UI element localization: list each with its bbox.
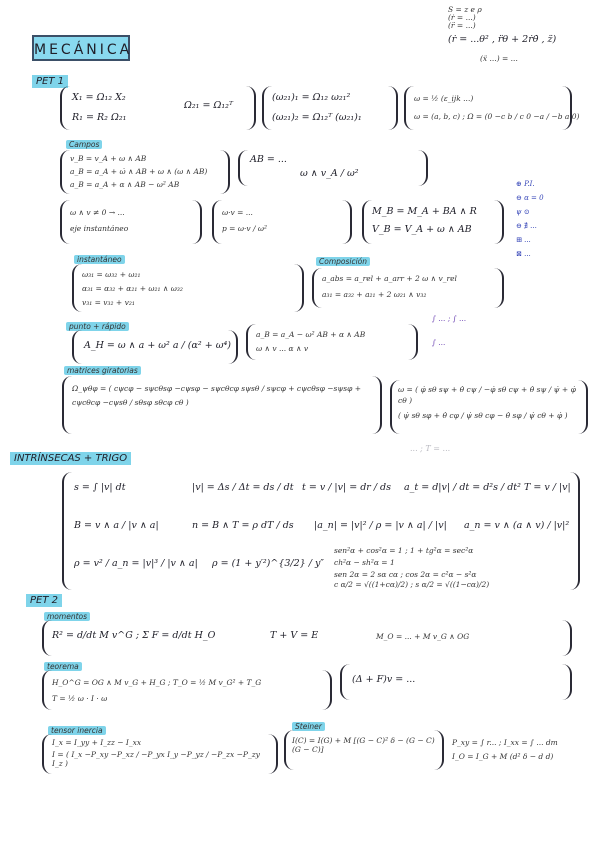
- eq-line: A_H = ω ∧ a + ω² a / (α² + ω⁴): [84, 340, 231, 351]
- eq-block-campos-r: [238, 150, 428, 186]
- margin-note: ψ ⊙: [516, 208, 530, 216]
- eq-line: ω ∧ v ... α ∧ v: [256, 344, 309, 353]
- eq-block-rapido: [72, 330, 238, 364]
- eq-line: |a_n| = |v|² / ρ = |v ∧ a| / |v|: [314, 520, 447, 531]
- eq-block-pet2-4: [284, 730, 444, 770]
- eq-block-pet1-a: [60, 86, 256, 130]
- tag-punto-rapido: punto + rápido: [66, 322, 129, 331]
- margin-note: ⊖ α = 0: [516, 194, 544, 202]
- eq-line: R² = d/dt M v^G ; Σ F = d/dt H_O: [52, 630, 216, 641]
- eq-line: a_t = d|v| / dt = d²s / dt²: [404, 482, 521, 493]
- eq-line: R₁ = R₂ Ω₂₁: [72, 112, 127, 123]
- eq-line: a_B = a_A + α ∧ AB − ω² AB: [70, 180, 180, 189]
- eq-line: ω = ½ (ε_ijk ...): [414, 94, 474, 103]
- margin-note: ∫ ... ; ∫ ...: [432, 314, 467, 323]
- tag-matrices: matrices giratorias: [64, 366, 141, 375]
- eq-line: AB = ...: [250, 154, 287, 165]
- section-intrinsecas: INTRÍNSECAS + TRIGO: [10, 452, 131, 465]
- section-pet2: PET 2: [26, 594, 62, 607]
- eq-block-pet2-2: [42, 670, 332, 710]
- margin-note: ∫ ...: [432, 338, 446, 347]
- eq-block-angular: [390, 380, 588, 434]
- eq-line: ω ∧ v_A / ω²: [300, 168, 359, 179]
- eq-line: M_O = ... + M v_G ∧ OG: [376, 632, 470, 641]
- eq-line: sen²α + cos²α = 1 ; 1 + tg²α = sec²α: [334, 546, 474, 555]
- top-right-formula: (ṙ = ...θ² , r̈θ + 2ṙθ̇ , z̈): [448, 34, 557, 45]
- top-right-line: (ṙ = ...): [448, 13, 476, 22]
- eq-block-intrinsecas: [62, 472, 580, 590]
- eq-block-gen-c: [362, 200, 504, 244]
- eq-line: T + V = E: [270, 630, 319, 641]
- tag-tensor: tensor inercia: [48, 726, 106, 735]
- eq-line: s = ∫ |v| dt: [74, 482, 126, 493]
- eq-block-comp-a: [72, 264, 304, 312]
- margin-notes: [516, 180, 596, 258]
- faint-note: ... ; T = ...: [410, 444, 451, 453]
- eq-line: Ω₂₁ = Ω₁₂ᵀ: [184, 100, 233, 111]
- eq-line: Ω_ψθφ = ( cψcφ − sψcθsφ −cψsφ − sψcθcφ sψsθ / sψcφ + cψcθsφ −sψsφ + cψcθcφ −cψsθ / sθsφ sθcφ cθ ): [72, 384, 361, 407]
- eq-line: a₃₁ = a₃₂ + a₂₁ + 2 ω₂₁ ∧ v₃₂: [322, 290, 427, 299]
- eq-line: p = ω·v / ω²: [222, 224, 268, 233]
- eq-line: a_n = v ∧ (a ∧ v) / |v|²: [464, 520, 570, 531]
- eq-line: (Δ + F)v = ...: [352, 674, 416, 685]
- eq-block-pet2-2b: [340, 664, 572, 700]
- eq-line: M_B = M_A + BA ∧ R: [372, 206, 477, 217]
- eq-line: B = v ∧ a / |v ∧ a|: [74, 520, 159, 531]
- eq-line: v_B = v_A + ω ∧ AB: [70, 154, 147, 163]
- eq-block-rapido-b: [246, 324, 418, 360]
- eq-line: T = v / |v|: [524, 482, 571, 493]
- eq-block-gen-a: [60, 200, 202, 244]
- eq-line: ω₃₁ = ω₃₂ + ω₂₁: [82, 270, 141, 279]
- page-title: MECÁNICA: [32, 35, 130, 61]
- eq-line: I_x = I_yy + I_zz − I_xx: [52, 738, 142, 747]
- eq-line: (ω₂₁)₂ = Ω₁₂ᵀ (ω₂₁)₁: [272, 112, 362, 123]
- tag-composicion: Composición: [316, 257, 370, 266]
- eq-line: H_O^G = OG ∧ M v_G + H_G ; T_O = ½ M v_G² + T_G: [52, 678, 262, 687]
- eq-line: (ω₂₁)₁ = Ω₁₂ ω₂₁²: [272, 92, 351, 103]
- eq-line: ω = ( φ̇ sθ sψ + θ̇ cψ / −φ̇ sθ cψ + θ̇ sψ / ψ̇ + φ̇ cθ ): [398, 385, 576, 405]
- eq-line: a_B = a_A + ω̇ ∧ AB + ω ∧ (ω ∧ AB): [70, 167, 208, 176]
- eq-line: ch²α − sh²α = 1: [334, 558, 395, 567]
- top-right-sub: (ẍ ...) = ...: [480, 54, 518, 63]
- top-right-line: S = z e ρ: [448, 5, 482, 14]
- eq-block-pet1-c: [404, 86, 580, 130]
- eq-line: ω ∧ v ≠ 0 → ...: [70, 208, 125, 217]
- eq-line: I_O = I_G + M (d² δ − d d): [452, 752, 554, 761]
- tag-instantaneo: instantáneo: [74, 255, 125, 264]
- tag-campos: Campos: [66, 140, 102, 149]
- eq-line: ρ = (1 + y′²)^{3/2} / y″: [212, 558, 324, 569]
- margin-note: ⊕ P.I.: [516, 180, 535, 188]
- section-pet1: PET 1: [32, 75, 68, 88]
- eq-line: sen 2α = 2 sα cα ; cos 2α = c²α − s²α: [334, 570, 477, 579]
- eq-block-gen-b: [212, 200, 352, 244]
- margin-note: ⊞ ...: [516, 236, 531, 244]
- eq-line: eje instantáneo: [70, 224, 129, 233]
- eq-line: ω·v = ...: [222, 208, 253, 217]
- eq-line: t = v / |v| = dr / ds: [302, 482, 392, 493]
- margin-note: ⊖ ∄ ...: [516, 222, 537, 230]
- eq-block-comp-b: [312, 268, 504, 308]
- eq-block-pet1-b: [262, 86, 398, 130]
- eq-line: T = ½ ω · I · ω: [52, 694, 108, 703]
- top-right-notes: [448, 6, 482, 30]
- eq-block-campos: [60, 150, 230, 194]
- eq-line: |v| = Δs / Δt = ds / dt: [192, 482, 294, 493]
- tag-steiner: Steiner: [292, 722, 325, 731]
- eq-line: ρ = v² / a_n = |v|³ / |v ∧ a|: [74, 558, 198, 569]
- top-right-line: (r̈ = ...): [448, 21, 476, 30]
- eq-line: I = ( I_x −P_xy −P_xz / −P_yx I_y −P_yz / −P_zx −P_zy I_z ): [52, 750, 260, 768]
- eq-line: V_B = V_A + ω ∧ AB: [372, 224, 472, 235]
- eq-block-matriz: [62, 376, 382, 434]
- eq-line: n = B ∧ T = ρ dT / ds: [192, 520, 294, 531]
- eq-line: a_abs = a_rel + a_arr + 2 ω ∧ v_rel: [322, 274, 457, 283]
- eq-line: α₃₁ = α₃₂ + α₂₁ + ω₂₁ ∧ ω₃₂: [82, 284, 183, 293]
- eq-line: ( ψ̇ sθ sφ + θ̇ cφ / ψ̇ sθ cφ − θ̇ sφ / ψ̇ cθ + φ̇ ): [398, 411, 568, 420]
- tag-teorema: teorema: [44, 662, 82, 671]
- eq-line: ω = (a, b, c) ; Ω = (0 −c b / c 0 −a / −b a 0): [414, 112, 580, 121]
- eq-line: a_B = a_A − ω² AB + α ∧ AB: [256, 330, 366, 339]
- tag-momentos: momentos: [44, 612, 90, 621]
- eq-line: c α/2 = √((1+cα)/2) ; s α/2 = √((1−cα)/2): [334, 580, 490, 589]
- eq-block-pet2-3: [42, 734, 278, 774]
- margin-note: ⊠ ...: [516, 250, 531, 258]
- eq-line: P_xy = ∫ r... ; I_xx = ∫ ... dm: [452, 738, 558, 747]
- eq-line: I(C) = I(G) + M [(G − C)² δ − (G − C)(G − C)]: [292, 736, 435, 754]
- eq-line: X₁ = Ω₁₂ X₂: [72, 92, 126, 103]
- eq-block-pet2-1: [42, 620, 572, 656]
- eq-line: v₃₁ = v₃₂ + v₂₁: [82, 298, 135, 307]
